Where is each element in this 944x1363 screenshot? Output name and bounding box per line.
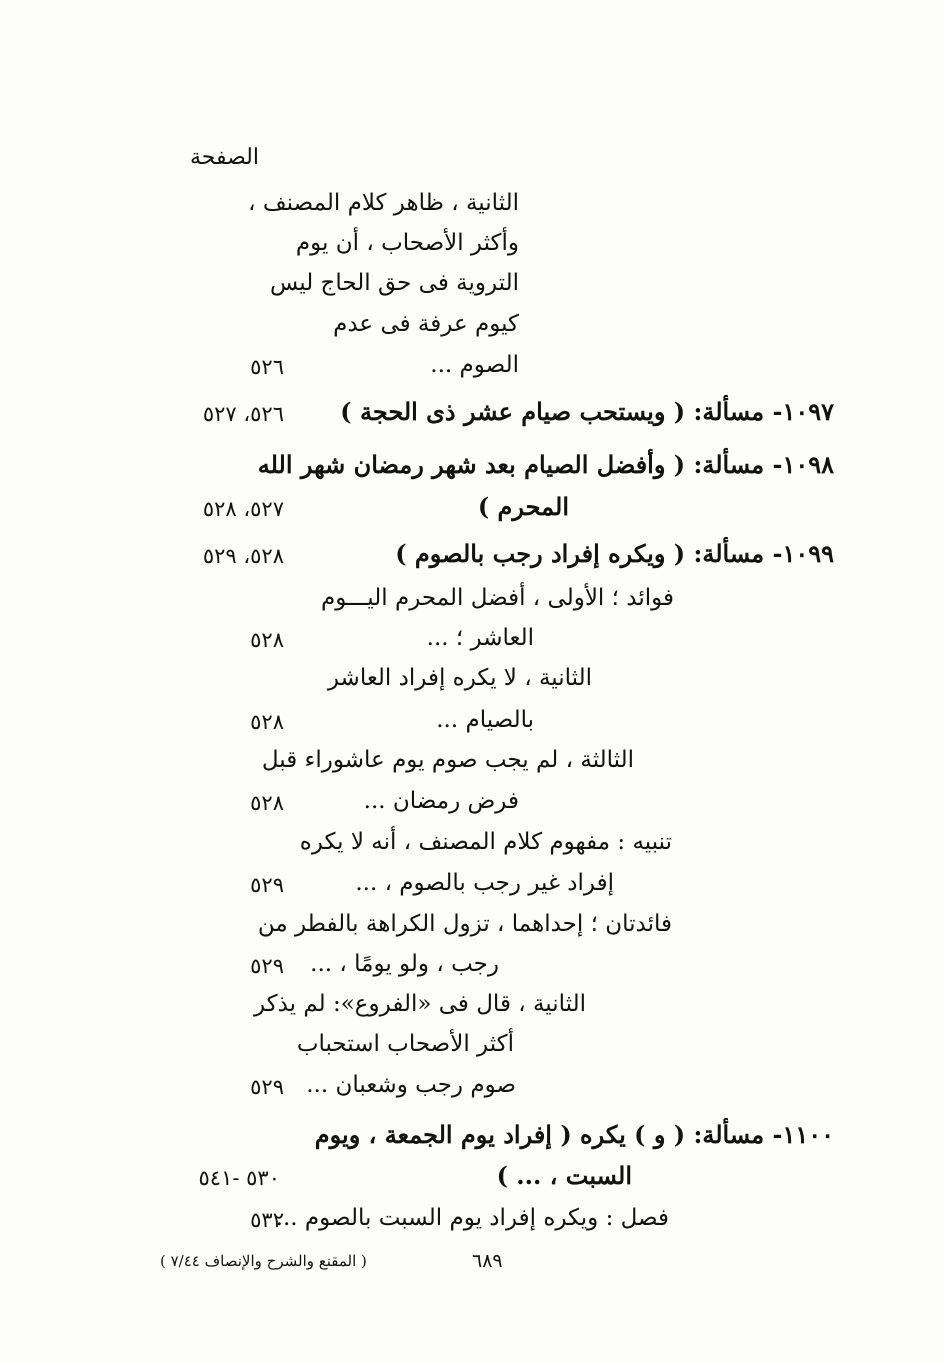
entry-page-number: ٥٣٢	[250, 1208, 284, 1232]
entry-text: إفراد غير رجب بالصوم ، ...	[355, 870, 614, 896]
page-column-header: الصفحة	[189, 145, 259, 170]
entry-page-number: ٥٢٨	[250, 710, 284, 734]
entry-heading-continued: المحرم )	[477, 492, 569, 521]
entry-page-number: ٥٢٩	[250, 954, 284, 978]
entry-text: رجب ، ولو يومًا ، ...	[310, 951, 499, 977]
entry-text: وأكثر الأصحاب ، أن يوم	[295, 230, 519, 256]
entry-heading-continued: السبت ، ... )	[496, 1161, 632, 1190]
entry-text: فائدتان ؛ إحداهما ، تزول الكراهة بالفطر من	[257, 911, 672, 937]
entry-text: كيوم عرفة فى عدم	[333, 311, 519, 337]
entry-text: الثانية ، ظاهر كلام المصنف ،	[248, 190, 519, 216]
entry-page-number: ٥٢٦	[250, 355, 284, 379]
entry-heading: ١٠٩٨- مسألة: ( وأفضل الصيام بعد شهر رمضان شهر الله	[257, 450, 834, 479]
entry-text: بالصيام ...	[436, 707, 534, 733]
entry-page-number: ٥٣٠ -٥٤١	[198, 1166, 280, 1190]
source-reference: ( المقنع والشرح والإنصاف ٧/٤٤ )	[160, 1252, 367, 1270]
entry-page-number: ٥٢٩	[250, 873, 284, 897]
entry-page-number: ٥٢٩	[250, 1075, 284, 1099]
entry-heading: ١١٠٠- مسألة: ( و ) يكره ( إفراد يوم الجمعة ، ويوم	[314, 1120, 834, 1149]
entry-text: الثانية ، قال فى «الفروع»: لم يذكر	[253, 991, 586, 1017]
entry-text: فصل : ويكره إفراد يوم السبت بالصوم ...	[275, 1205, 669, 1231]
page-number: ٦٨٩	[472, 1250, 503, 1272]
entry-text: العاشر ؛ ...	[426, 625, 534, 651]
entry-text: تنبيه : مفهوم كلام المصنف ، أنه لا يكره	[299, 829, 672, 855]
entry-text: فوائد ؛ الأولى ، أفضل المحرم اليـــوم	[320, 585, 674, 611]
entry-page-number: ٥٢٨، ٥٢٩	[202, 544, 284, 568]
entry-text: الثالثة ، لم يجب صوم يوم عاشوراء قبل	[261, 747, 634, 773]
entry-heading: ١٠٩٧- مسألة: ( ويستحب صيام عشر ذى الحجة )	[340, 397, 834, 426]
entry-page-number: ٥٢٨	[250, 791, 284, 815]
entry-page-number: ٥٢٨	[250, 628, 284, 652]
entry-text: التروية فى حق الحاج ليس	[269, 270, 519, 296]
entry-page-number: ٥٢٧، ٥٢٨	[202, 497, 284, 521]
entry-page-number: ٥٢٦، ٥٢٧	[202, 402, 284, 426]
entry-text: الثانية ، لا يكره إفراد العاشر	[327, 665, 592, 691]
entry-text: الصوم ...	[430, 352, 519, 378]
entry-heading: ١٠٩٩- مسألة: ( ويكره إفراد رجب بالصوم )	[395, 539, 834, 568]
entry-text: صوم رجب وشعبان ...	[306, 1072, 516, 1098]
entry-text: فرض رمضان ...	[363, 788, 519, 814]
entry-text: أكثر الأصحاب استحباب	[296, 1031, 514, 1057]
